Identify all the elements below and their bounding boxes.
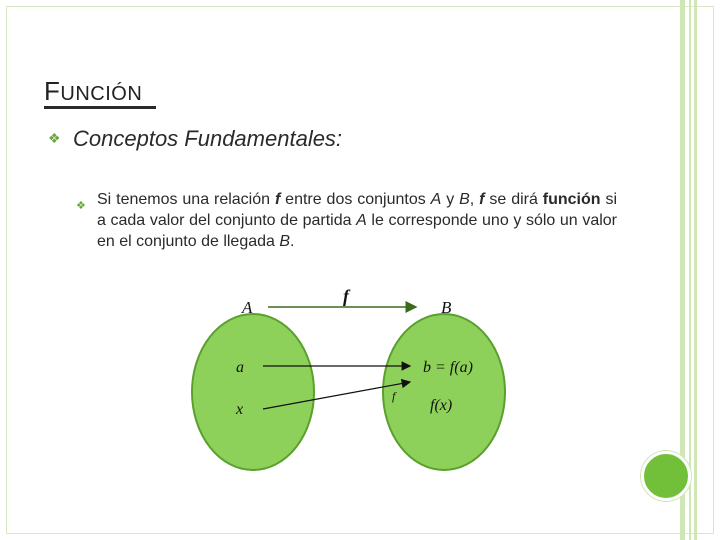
- sub-bullet-icon: ❖: [76, 200, 86, 212]
- element-a: a: [236, 359, 244, 376]
- title-initial: F: [44, 76, 61, 106]
- set-a-label: A: [242, 298, 253, 317]
- bullet-icon: ❖: [48, 130, 61, 146]
- element-x: x: [236, 401, 244, 418]
- element-b-fa: b = f(a): [423, 359, 473, 376]
- definition-paragraph: Si tenemos una relación f entre dos conjuntos A y B, f se dirá función si a cada valor del conjunto de partida A le corresponde uno y sólo un valor en el conjunto de llegada B.: [97, 191, 618, 250]
- set-b-oval: [383, 314, 505, 470]
- function-f-label: f: [343, 286, 349, 306]
- set-b-label: B: [441, 298, 452, 317]
- set-a-oval: [192, 314, 314, 470]
- title-rest: UNCIÓN: [60, 83, 143, 105]
- element-fx: f(x): [430, 397, 453, 414]
- bullet-text: Conceptos Fundamentales:: [73, 126, 343, 151]
- small-f-label: f: [392, 389, 396, 403]
